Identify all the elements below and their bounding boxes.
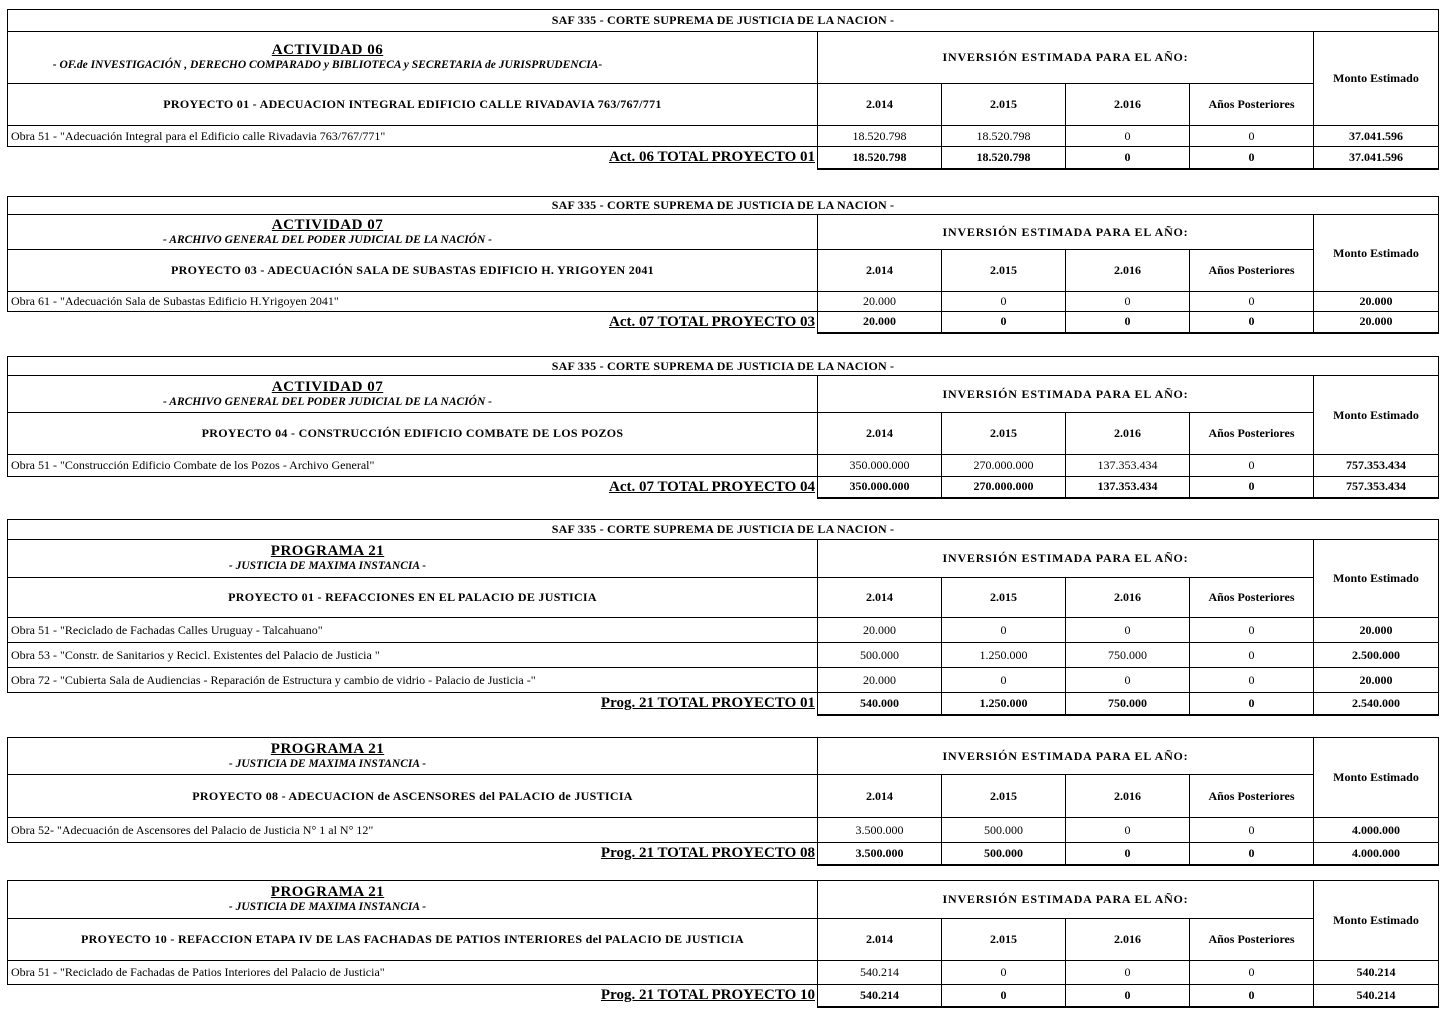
total-value-monto: 20.000	[1314, 312, 1439, 333]
obra-description: Obra 51 - "Adecuación Integral para el Edificio calle Rivadavia 763/767/771"	[8, 126, 818, 147]
obra-description: Obra 72 - "Cubierta Sala de Audiencias - Reparación de Estructura y cambio de vidrio - Palacio de Justicia -"	[8, 668, 818, 693]
inversion-header: INVERSIÓN ESTIMADA PARA EL AÑO:	[818, 881, 1314, 919]
obra-row	[8, 668, 1439, 693]
value-posteriores: 0	[1190, 126, 1314, 147]
monto-header: Monto Estimado	[1314, 881, 1439, 961]
total-value-2014: 20.000	[818, 312, 942, 333]
monto-header: Monto Estimado	[1314, 215, 1439, 292]
total-row	[8, 985, 1439, 1007]
total-row	[8, 843, 1439, 865]
year-header-posteriores: Años Posteriores	[1190, 775, 1314, 818]
total-value-posteriores: 0	[1190, 312, 1314, 333]
value-posteriores: 0	[1190, 818, 1314, 843]
total-row	[8, 147, 1439, 169]
year-header-2014: 2.014	[818, 919, 942, 961]
project-table	[7, 519, 1439, 716]
year-header-posteriores: Años Posteriores	[1190, 919, 1314, 961]
total-label: Prog. 21 TOTAL PROYECTO 01	[600, 695, 815, 712]
obra-row	[8, 818, 1439, 843]
total-value-2015: 0	[942, 985, 1066, 1007]
project-header-row	[8, 919, 1439, 961]
value-2014: 350.000.000	[818, 455, 942, 477]
value-2016: 750.000	[1066, 643, 1190, 668]
project-header-row	[8, 413, 1439, 455]
project-title: PROYECTO 08 - ADECUACION de ASCENSORES del PALACIO de JUSTICIA	[8, 775, 818, 818]
year-header-2016: 2.016	[1066, 578, 1190, 618]
year-header-2014: 2.014	[818, 775, 942, 818]
obra-row	[8, 961, 1439, 985]
year-header-2014: 2.014	[818, 250, 942, 292]
project-title: PROYECTO 01 - ADECUACION INTEGRAL EDIFICIO CALLE RIVADAVIA 763/767/771	[8, 84, 818, 126]
year-header-2014: 2.014	[818, 84, 942, 126]
project-title: PROYECTO 04 - CONSTRUCCIÓN EDIFICIO COMBATE DE LOS POZOS	[8, 413, 818, 455]
project-section	[7, 519, 1438, 716]
saf-banner: SAF 335 - CORTE SUPREMA DE JUSTICIA DE LA NACION -	[8, 197, 1439, 215]
total-value-2014: 540.000	[818, 693, 942, 715]
total-value-posteriores: 0	[1190, 477, 1314, 498]
monto-header: Monto Estimado	[1314, 540, 1439, 618]
banner-row	[8, 357, 1439, 376]
saf-banner: SAF 335 - CORTE SUPREMA DE JUSTICIA DE LA NACION -	[8, 10, 1439, 32]
total-row	[8, 693, 1439, 715]
total-label: Act. 06 TOTAL PROYECTO 01	[608, 149, 815, 166]
total-value-2015: 18.520.798	[942, 147, 1066, 169]
total-row	[8, 477, 1439, 498]
obra-row	[8, 643, 1439, 668]
value-posteriores: 0	[1190, 643, 1314, 668]
project-section	[7, 196, 1438, 334]
project-header-row	[8, 250, 1439, 292]
value-2016: 0	[1066, 292, 1190, 312]
value-2016: 0	[1066, 618, 1190, 643]
year-header-2016: 2.016	[1066, 919, 1190, 961]
value-monto: 20.000	[1314, 668, 1439, 693]
activity-row	[8, 376, 1439, 413]
inversion-header: INVERSIÓN ESTIMADA PARA EL AÑO:	[818, 738, 1314, 775]
value-2015: 0	[942, 618, 1066, 643]
obra-row	[8, 618, 1439, 643]
project-table	[7, 737, 1439, 866]
total-value-posteriores: 0	[1190, 147, 1314, 169]
obra-description: Obra 51 - "Reciclado de Fachadas de Patios Interiores del Palacio de Justicia"	[8, 961, 818, 985]
total-value-2016: 137.353.434	[1066, 477, 1190, 498]
activity-title: ACTIVIDAD 07	[271, 216, 384, 233]
value-2015: 0	[942, 668, 1066, 693]
banner-row	[8, 520, 1439, 540]
project-header-row	[8, 775, 1439, 818]
banner-row	[8, 197, 1439, 215]
activity-cell	[8, 376, 818, 413]
inversion-header: INVERSIÓN ESTIMADA PARA EL AÑO:	[818, 376, 1314, 413]
value-monto: 757.353.434	[1314, 455, 1439, 477]
total-value-2016: 0	[1066, 985, 1190, 1007]
total-value-posteriores: 0	[1190, 985, 1314, 1007]
obra-description: Obra 52- "Adecuación de Ascensores del Palacio de Justicia N° 1 al N° 12"	[8, 818, 818, 843]
value-monto: 2.500.000	[1314, 643, 1439, 668]
year-header-posteriores: Años Posteriores	[1190, 578, 1314, 618]
obra-row	[8, 455, 1439, 477]
inversion-header: INVERSIÓN ESTIMADA PARA EL AÑO:	[818, 215, 1314, 250]
project-table	[7, 9, 1439, 170]
activity-title: PROGRAMA 21	[270, 740, 385, 757]
obra-description: Obra 51 - "Reciclado de Fachadas Calles Uruguay - Talcahuano"	[8, 618, 818, 643]
value-2016: 0	[1066, 818, 1190, 843]
activity-subtitle: - ARCHIVO GENERAL DEL PODER JUDICIAL DE LA NACIÓN -	[163, 233, 492, 246]
value-2014: 20.000	[818, 292, 942, 312]
value-posteriores: 0	[1190, 961, 1314, 985]
activity-subtitle: - JUSTICIA DE MAXIMA INSTANCIA -	[228, 757, 427, 770]
value-2016: 137.353.434	[1066, 455, 1190, 477]
value-2016: 0	[1066, 961, 1190, 985]
activity-cell	[8, 215, 818, 250]
value-posteriores: 0	[1190, 292, 1314, 312]
project-section	[7, 737, 1438, 866]
value-posteriores: 0	[1190, 455, 1314, 477]
total-value-2014: 350.000.000	[818, 477, 942, 498]
year-header-2015: 2.015	[942, 775, 1066, 818]
total-row	[8, 312, 1439, 333]
year-header-2015: 2.015	[942, 413, 1066, 455]
project-title: PROYECTO 01 - REFACCIONES EN EL PALACIO DE JUSTICIA	[8, 578, 818, 618]
activity-subtitle: - OF.de INVESTIGACIÓN , DERECHO COMPARADO y BIBLIOTECA y SECRETARIA de JURISPRUDENCIA-	[52, 59, 603, 71]
obra-description: Obra 51 - "Construcción Edificio Combate de los Pozos - Archivo General"	[8, 455, 818, 477]
activity-row	[8, 32, 1439, 84]
value-2015: 0	[942, 961, 1066, 985]
total-value-2015: 1.250.000	[942, 693, 1066, 715]
total-value-2014: 3.500.000	[818, 843, 942, 865]
year-header-posteriores: Años Posteriores	[1190, 413, 1314, 455]
year-header-2015: 2.015	[942, 919, 1066, 961]
value-monto: 37.041.596	[1314, 126, 1439, 147]
value-monto: 20.000	[1314, 292, 1439, 312]
value-2014: 3.500.000	[818, 818, 942, 843]
project-title: PROYECTO 10 - REFACCION ETAPA IV DE LAS FACHADAS DE PATIOS INTERIORES del PALACIO DE JUSTICIA	[8, 919, 818, 961]
activity-title: ACTIVIDAD 07	[271, 378, 384, 395]
year-header-posteriores: Años Posteriores	[1190, 84, 1314, 126]
monto-header: Monto Estimado	[1314, 738, 1439, 818]
project-title: PROYECTO 03 - ADECUACIÓN SALA DE SUBASTAS EDIFICIO H. YRIGOYEN 2041	[8, 250, 818, 292]
value-2015: 270.000.000	[942, 455, 1066, 477]
year-header-2014: 2.014	[818, 578, 942, 618]
project-header-row	[8, 578, 1439, 618]
total-value-posteriores: 0	[1190, 693, 1314, 715]
value-posteriores: 0	[1190, 668, 1314, 693]
value-2015: 0	[942, 292, 1066, 312]
activity-cell	[8, 881, 818, 919]
value-2014: 540.214	[818, 961, 942, 985]
banner-row	[8, 10, 1439, 32]
value-monto: 20.000	[1314, 618, 1439, 643]
activity-row	[8, 540, 1439, 578]
total-value-monto: 37.041.596	[1314, 147, 1439, 169]
year-header-2016: 2.016	[1066, 413, 1190, 455]
value-2014: 18.520.798	[818, 126, 942, 147]
total-value-2015: 270.000.000	[942, 477, 1066, 498]
total-value-2015: 500.000	[942, 843, 1066, 865]
total-value-posteriores: 0	[1190, 843, 1314, 865]
total-value-2016: 0	[1066, 147, 1190, 169]
monto-header: Monto Estimado	[1314, 32, 1439, 126]
year-header-2015: 2.015	[942, 578, 1066, 618]
project-table	[7, 356, 1439, 499]
value-2014: 20.000	[818, 668, 942, 693]
value-posteriores: 0	[1190, 618, 1314, 643]
value-2015: 18.520.798	[942, 126, 1066, 147]
activity-subtitle: - JUSTICIA DE MAXIMA INSTANCIA -	[228, 560, 427, 572]
total-label: Act. 07 TOTAL PROYECTO 04	[608, 478, 815, 495]
project-section	[7, 880, 1438, 1008]
year-header-2016: 2.016	[1066, 250, 1190, 292]
activity-row	[8, 215, 1439, 250]
total-label: Prog. 21 TOTAL PROYECTO 08	[600, 845, 815, 862]
total-label: Prog. 21 TOTAL PROYECTO 10	[600, 987, 815, 1004]
activity-title: ACTIVIDAD 06	[271, 42, 384, 58]
total-value-2014: 18.520.798	[818, 147, 942, 169]
total-value-2016: 0	[1066, 312, 1190, 333]
year-header-2015: 2.015	[942, 84, 1066, 126]
saf-banner: SAF 335 - CORTE SUPREMA DE JUSTICIA DE LA NACION -	[8, 357, 1439, 376]
total-value-2015: 0	[942, 312, 1066, 333]
activity-cell	[8, 32, 818, 84]
activity-row	[8, 881, 1439, 919]
project-section	[7, 356, 1438, 499]
project-table	[7, 880, 1439, 1008]
activity-row	[8, 738, 1439, 775]
obra-description: Obra 61 - "Adecuación Sala de Subastas Edificio H.Yrigoyen 2041"	[8, 292, 818, 312]
value-2014: 20.000	[818, 618, 942, 643]
year-header-2016: 2.016	[1066, 775, 1190, 818]
project-table	[7, 196, 1439, 334]
value-2014: 500.000	[818, 643, 942, 668]
value-monto: 540.214	[1314, 961, 1439, 985]
activity-title: PROGRAMA 21	[270, 884, 385, 900]
year-header-2014: 2.014	[818, 413, 942, 455]
project-section	[7, 9, 1438, 170]
total-value-2016: 0	[1066, 843, 1190, 865]
obra-row	[8, 292, 1439, 312]
obra-row	[8, 126, 1439, 147]
total-value-monto: 2.540.000	[1314, 693, 1439, 715]
value-2016: 0	[1066, 126, 1190, 147]
obra-description: Obra 53 - "Constr. de Sanitarios y Recicl. Existentes del Palacio de Justicia "	[8, 643, 818, 668]
value-2015: 1.250.000	[942, 643, 1066, 668]
value-2015: 500.000	[942, 818, 1066, 843]
year-header-2016: 2.016	[1066, 84, 1190, 126]
value-2016: 0	[1066, 668, 1190, 693]
saf-banner: SAF 335 - CORTE SUPREMA DE JUSTICIA DE LA NACION -	[8, 520, 1439, 540]
total-label: Act. 07 TOTAL PROYECTO 03	[608, 313, 815, 330]
total-value-monto: 757.353.434	[1314, 477, 1439, 498]
value-monto: 4.000.000	[1314, 818, 1439, 843]
year-header-2015: 2.015	[942, 250, 1066, 292]
total-value-monto: 540.214	[1314, 985, 1439, 1007]
year-header-posteriores: Años Posteriores	[1190, 250, 1314, 292]
activity-subtitle: - JUSTICIA DE MAXIMA INSTANCIA -	[228, 901, 427, 913]
total-value-2014: 540.214	[818, 985, 942, 1007]
activity-title: PROGRAMA 21	[270, 543, 385, 559]
inversion-header: INVERSIÓN ESTIMADA PARA EL AÑO:	[818, 32, 1314, 84]
total-value-2016: 750.000	[1066, 693, 1190, 715]
total-value-monto: 4.000.000	[1314, 843, 1439, 865]
inversion-header: INVERSIÓN ESTIMADA PARA EL AÑO:	[818, 540, 1314, 578]
activity-cell	[8, 540, 818, 578]
project-header-row	[8, 84, 1439, 126]
activity-subtitle: - ARCHIVO GENERAL DEL PODER JUDICIAL DE LA NACIÓN -	[163, 395, 492, 408]
activity-cell	[8, 738, 818, 775]
monto-header: Monto Estimado	[1314, 376, 1439, 455]
